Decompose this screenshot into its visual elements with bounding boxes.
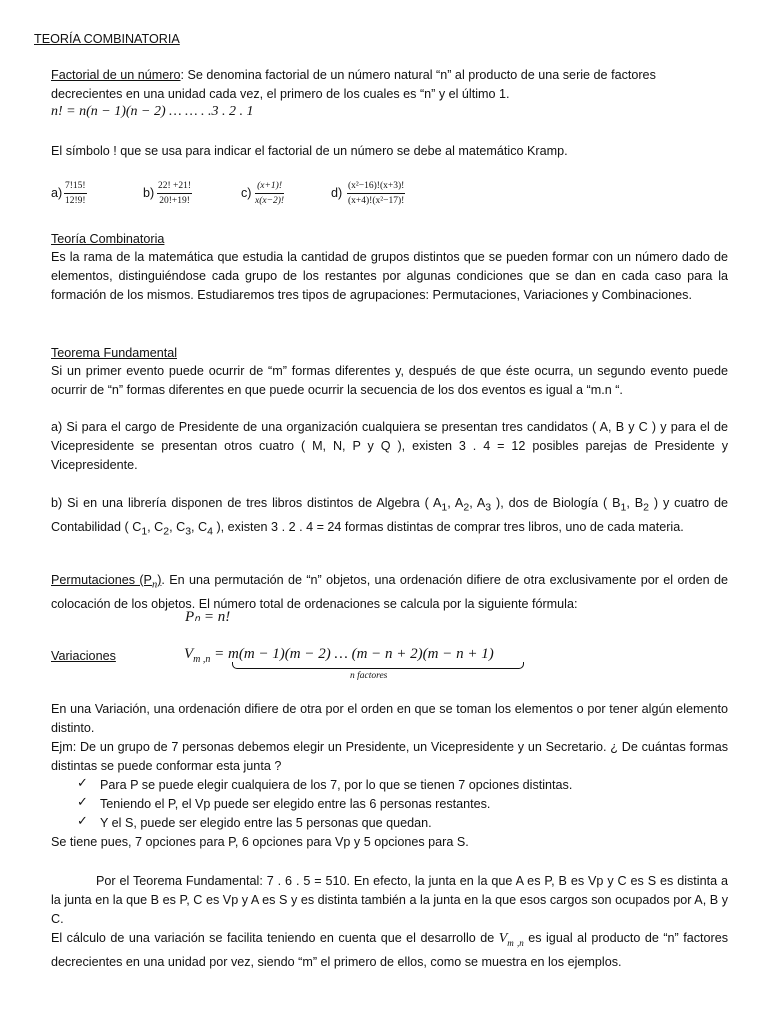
check-item-3: Y el S, puede ser elegido entre las 5 personas que quedan. <box>100 816 432 830</box>
exercise-a-numerator: 7!15! <box>64 180 87 194</box>
permutaciones-formula: Pₙ = n! <box>185 609 231 625</box>
teorema-body: Si un primer evento puede ocurrir de “m” formas diferentes y, después de que éste ocurra, un segundo evento puede ocurrir de “n” formas diferentes en que puede ocurrir la secuencia de los dos eventos es igual a “m.n “. <box>51 364 728 397</box>
exercise-a-fraction <box>64 180 87 207</box>
exercise-b-label: b) <box>143 186 155 200</box>
permutaciones-heading: Permutaciones $(P_n)$ <box>51 573 162 591</box>
factorial-paragraph-line1 <box>51 67 656 83</box>
variaciones-body: En una Variación, una ordenación difiere de otra por el orden en que se toman los elementos o por tener algún elemento distinto. <box>51 702 728 735</box>
factorial-definition: : Se denomina factorial de un número natural “n” al producto de una serie de factores <box>180 68 656 82</box>
page-title: TEORÍA COMBINATORIA <box>34 32 180 46</box>
check-item-2: Teniendo el P, el Vp puede ser elegido entre las 6 personas restantes. <box>100 797 491 811</box>
check-icon: ✓ <box>77 813 88 828</box>
exercise-d-numerator: (x²−16)!(x+3)! <box>347 180 405 194</box>
teorema-example-b: b) Si en una librería disponen de tres libros distintos de Algebra ( $A_1$, $A_2$, $A_3$ ), dos de Biología ( $B_1$, $B_2$ ) y cuatro de Contabilidad ( $C_1$, $C_2$, $C_3$, $C_4$ ), existen 3 . 2 . 4 = 24 formas distintas de comprar tres libros, uno de cada materia. <box>51 496 729 538</box>
exercise-c-label: c) <box>241 186 252 200</box>
factorial-formula: n! = n(n − 1)(n − 2) … … . .3 . 2 . 1 <box>51 104 254 119</box>
exercise-b-numerator: 22! +21! <box>157 180 192 194</box>
exercise-d-fraction <box>347 180 405 207</box>
check-icon: ✓ <box>77 794 88 809</box>
teoria-body: Es la rama de la matemática que estudia la cantidad de grupos distintos que se pueden formar con un número dado de elementos, distinguiéndose cada grupo de los restantes por algunas condiciones que se dan en cada caso para la formación de los mismos. Estudiaremos tres tipos de agrupaciones: Permutaciones, Variaciones y Combinaciones. <box>51 250 728 302</box>
exercise-b-fraction <box>157 180 192 207</box>
exercise-c-denominator: x(x−2)! <box>255 196 285 206</box>
factorial-heading: Factorial de un número <box>51 68 181 82</box>
check-item-1: Para P se puede elegir cualquiera de los 7, por lo que se tienen 7 opciones distintas. <box>100 778 573 792</box>
kramp-note: El símbolo ! que se usa para indicar el factorial de un número se debe al matemático Kramp. <box>51 144 568 158</box>
variaciones-summary: Se tiene pues, 7 opciones para P, 6 opciones para Vp y 5 opciones para S. <box>51 835 469 849</box>
check-icon: ✓ <box>77 775 88 790</box>
exercise-b-denominator: 20!+19! <box>159 196 190 206</box>
teorema-example-a: a) Si para el cargo de Presidente de una organización cualquiera se presentan tres candidatos ( A, B y C ) y para el de Vicepresidente se presentan otros cuatro ( M, N, P y Q ), existen 3 . 4 = 12 posibles parejas de Presidente y Vicepresidente. <box>51 420 728 472</box>
teorema-application: Por el Teorema Fundamental: 7 . 6 . 5 = 510. En efecto, la junta en la que A es P, B es Vp y C es S es distinta a la junta en la que B es P, C es Vp y A es S y es distinta también a la junta en la que esos cargos son ocupados por A, B y C. <box>51 874 728 926</box>
variaciones-heading: Variaciones <box>51 649 116 663</box>
permutaciones-paragraph: Permutaciones $(P_n)$. En una permutación de “n” objetos, una ordenación difiere de otra exclusivamente por el orden de colocación de los objetos. El número total de ordenaciones se calcula por la siguiente fórmula: <box>51 573 729 611</box>
exercise-d-denominator: (x+4)!(x²−17)! <box>348 196 405 206</box>
variaciones-ejm: Ejm: De un grupo de 7 personas debemos elegir un Presidente, un Vicepresidente y un Secretario. ¿ De cuántas formas distintas se puede conformar esta junta ? <box>51 740 728 773</box>
factorial-definition-line2: decrecientes en una unidad cada vez, el primero de los cuales es “n” y el último 1. <box>51 87 510 101</box>
teorema-heading: Teorema Fundamental <box>51 346 178 360</box>
brace-label: n factores <box>350 671 388 681</box>
exercise-c-numerator: (x+1)! <box>255 180 284 194</box>
exercise-d-label: d) <box>331 186 343 200</box>
variaciones-formula: $V_{m ,n} = m(m - 1)(m - 2)$ … (m − n + 2)(m − n + 1) <box>184 646 494 665</box>
exercise-a-denominator: 12!9! <box>65 196 86 206</box>
variaciones-calc: El cálculo de una variación se facilita teniendo en cuenta que el desarrollo de $V_{m ,n}$ es igual al producto de “n” factores decrecientes en una unidad por vez, siendo “m” el primero de ellos, como se muestra en los ejemplos. <box>51 931 728 969</box>
exercise-c-fraction <box>255 180 284 207</box>
exercise-a-label: a) <box>51 186 63 200</box>
teoria-heading: Teoría Combinatoria <box>51 232 165 246</box>
